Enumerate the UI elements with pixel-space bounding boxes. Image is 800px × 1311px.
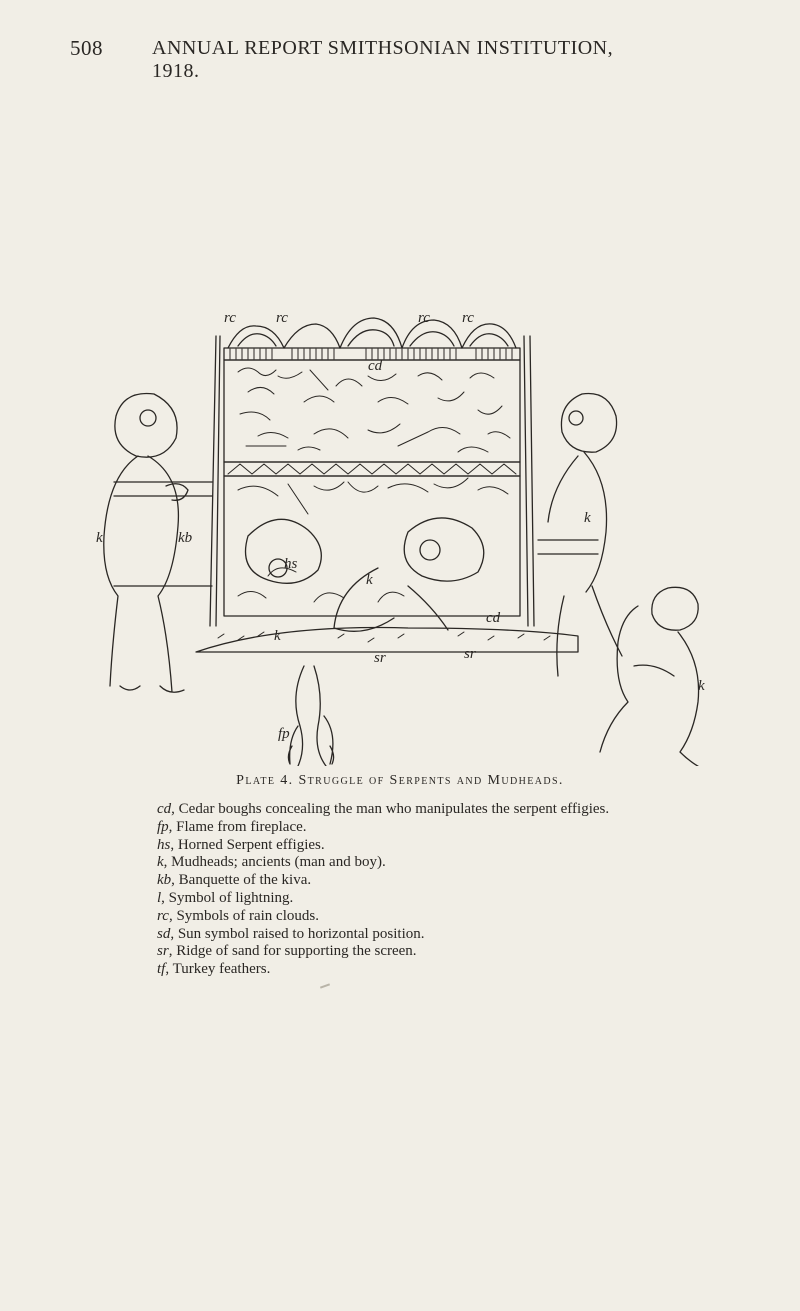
label-k-right: k [584, 510, 591, 526]
label-kb: kb [178, 530, 193, 546]
lightning-band [224, 462, 520, 476]
kneeling-figure [334, 568, 448, 631]
label-rc-3: rc [418, 310, 430, 326]
label-rc-2: rc [276, 310, 288, 326]
paper-mark [320, 983, 330, 988]
legend-key: sr [157, 943, 169, 960]
legend-key: fp [157, 818, 169, 835]
legend-text: , Banquette of the kiva. [171, 872, 312, 889]
legend-text: , Turkey feathers. [165, 961, 271, 978]
legend-text: , Sun symbol raised to horizontal position. [170, 925, 425, 942]
label-k-center: k [366, 572, 373, 588]
label-cd-lower: cd [486, 610, 501, 626]
legend-key: cd [157, 801, 172, 817]
legend-key: k [157, 854, 164, 871]
legend-text: , Mudheads; ancients (man and boy). [163, 854, 386, 871]
legend-key: hs [157, 836, 171, 853]
label-hs: hs [284, 556, 298, 572]
legend-text: , Ridge of sand for supporting the screen. [168, 943, 417, 960]
label-k-left: k [96, 530, 103, 546]
legend-item [157, 801, 717, 819]
label-k-boy: k [698, 678, 705, 694]
legend-item [157, 837, 717, 855]
label-cd-upper: cd [368, 358, 383, 374]
legend-key: sd [157, 925, 171, 942]
legend-list [157, 801, 717, 979]
legend-item [157, 961, 717, 979]
page-number: 508 [70, 36, 103, 60]
legend-key: kb [157, 872, 172, 889]
legend-item [157, 890, 717, 908]
legend-text: , Symbol of lightning. [161, 889, 294, 906]
lower-screen-panel [224, 476, 520, 616]
legend-text: , Cedar boughs concealing the man who manipulates the serpent effigies. [171, 801, 610, 817]
legend-item [157, 819, 717, 837]
legend-key: l [157, 889, 162, 906]
legend-item [157, 926, 717, 944]
caption-text: Plate 4. Struggle of Serpents and Mudheads. [236, 773, 564, 788]
legend-text: , Flame from fireplace. [168, 818, 307, 835]
legend-text: , Symbols of rain clouds. [168, 907, 319, 924]
legend-item [157, 854, 717, 872]
legend-item [157, 908, 717, 926]
legend-item [157, 943, 717, 961]
label-rc-1: rc [224, 310, 236, 326]
legend-text: , Horned Serpent effigies. [170, 836, 325, 853]
upper-screen-panel [224, 360, 520, 462]
label-k-lower: k [274, 628, 281, 644]
fireplace-flame [288, 666, 333, 766]
legend-item [157, 872, 717, 890]
label-fp: fp [278, 726, 290, 742]
legend-key: tf [157, 961, 166, 978]
mudhead-boy-figure [600, 587, 710, 766]
legend-key: rc [157, 907, 169, 924]
label-rc-4: rc [462, 310, 474, 326]
label-sr-1: sr [374, 650, 386, 666]
plate-illustration [78, 306, 748, 766]
label-sr-2: sr [464, 646, 476, 662]
page-header [70, 36, 660, 82]
running-title: ANNUAL REPORT SMITHSONIAN INSTITUTION, 1918. [152, 37, 614, 82]
plate-caption [0, 773, 800, 789]
mudhead-left-figure [104, 393, 188, 692]
sand-ridge [196, 628, 578, 653]
